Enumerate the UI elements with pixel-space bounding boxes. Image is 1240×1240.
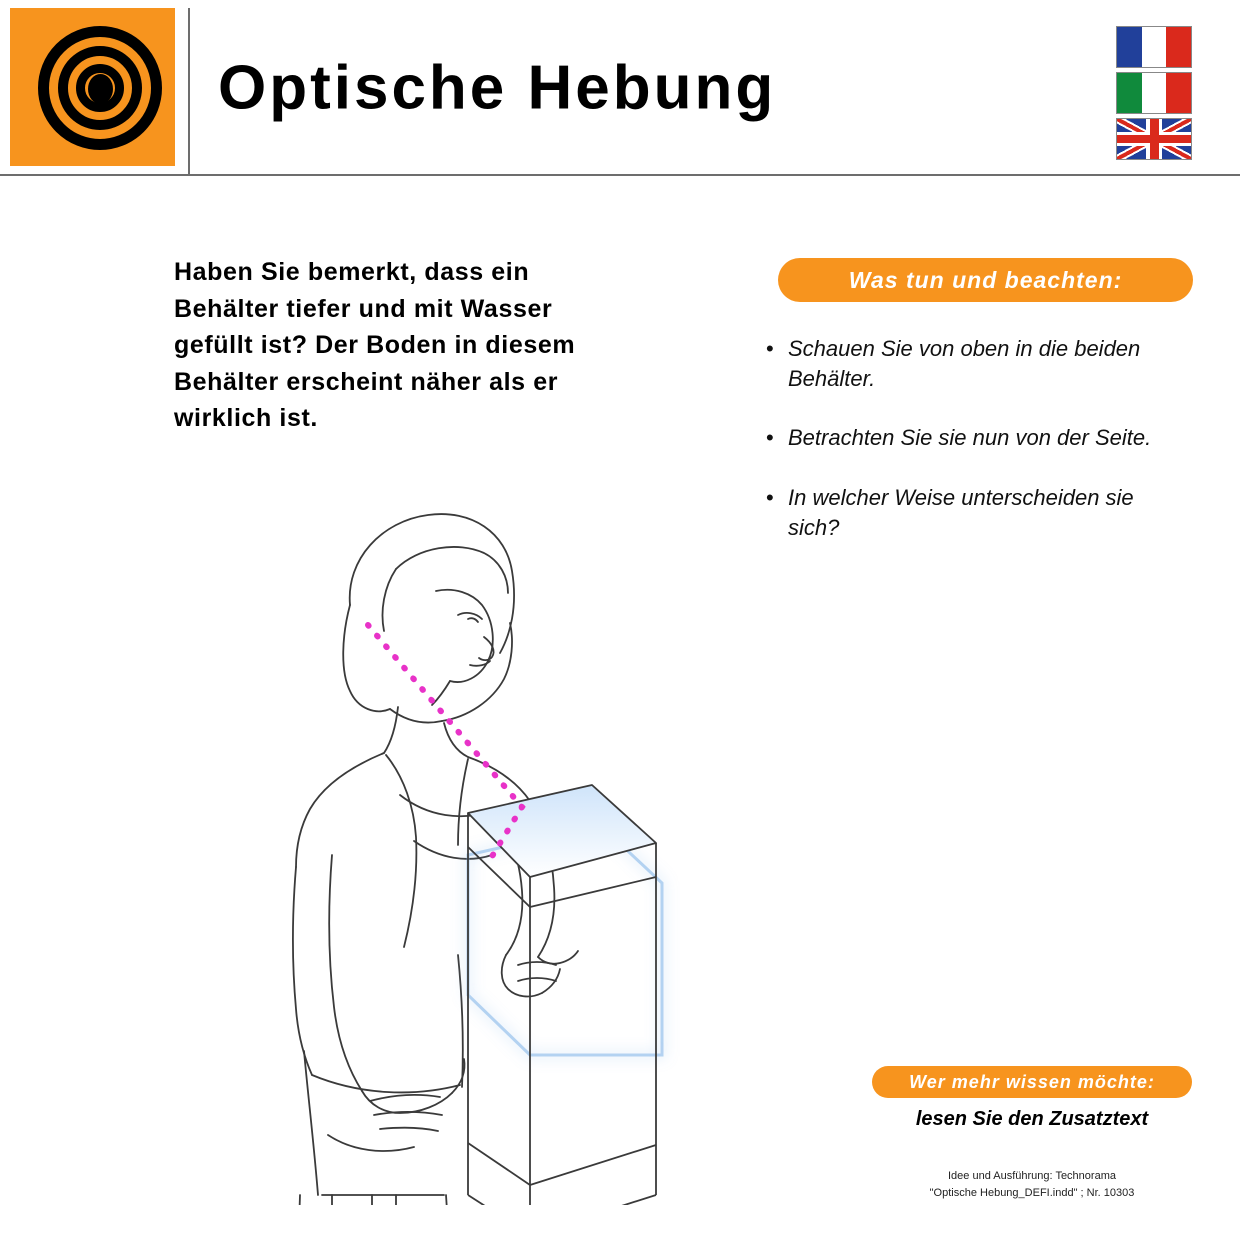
bullet-marker-icon: • (766, 485, 774, 511)
list-item (766, 423, 1186, 453)
page-header (0, 0, 1240, 176)
instruction-list (766, 334, 1186, 572)
list-item (766, 483, 1186, 542)
more-info-heading: Wer mehr wissen möchte: (872, 1066, 1192, 1098)
target-eye-icon (38, 26, 162, 150)
language-flags (1116, 26, 1192, 164)
credits (872, 1168, 1192, 1201)
flag-uk-icon[interactable] (1116, 118, 1192, 160)
credits-line-1: Idee und Ausführung: Technorama (948, 1170, 1116, 1182)
list-item-label: Betrachten Sie sie nun von der Seite. (788, 425, 1152, 451)
page-title: Optische Hebung (218, 53, 777, 123)
flag-france-icon[interactable] (1116, 26, 1192, 68)
header-vertical-divider (188, 8, 190, 174)
intro-paragraph: Haben Sie bemerkt, dass ein Behälter tiefer und mit Wasser gefüllt ist? Der Boden in diesem Behälter erscheint näher als er wirklich ist. (174, 258, 576, 432)
do-and-observe-heading: Was tun und beachten: (778, 258, 1193, 302)
credits-line-2: "Optische Hebung_DEFI.indd" ; Nr. 10303 (929, 1186, 1135, 1199)
header-divider (0, 174, 1240, 176)
list-item-label: In welcher Weise unterscheiden sie sich? (788, 485, 1134, 540)
bullet-marker-icon: • (766, 336, 774, 361)
list-item-label: Schauen Sie von oben in die beiden Behälter. (788, 336, 1141, 391)
bullet-marker-icon: • (766, 425, 774, 451)
flag-italy-icon[interactable] (1116, 72, 1192, 114)
list-item (766, 334, 1186, 393)
logo-box (10, 8, 175, 166)
more-info-text: lesen Sie den Zusatztext (915, 1108, 1149, 1130)
experiment-illustration (200, 495, 720, 1205)
